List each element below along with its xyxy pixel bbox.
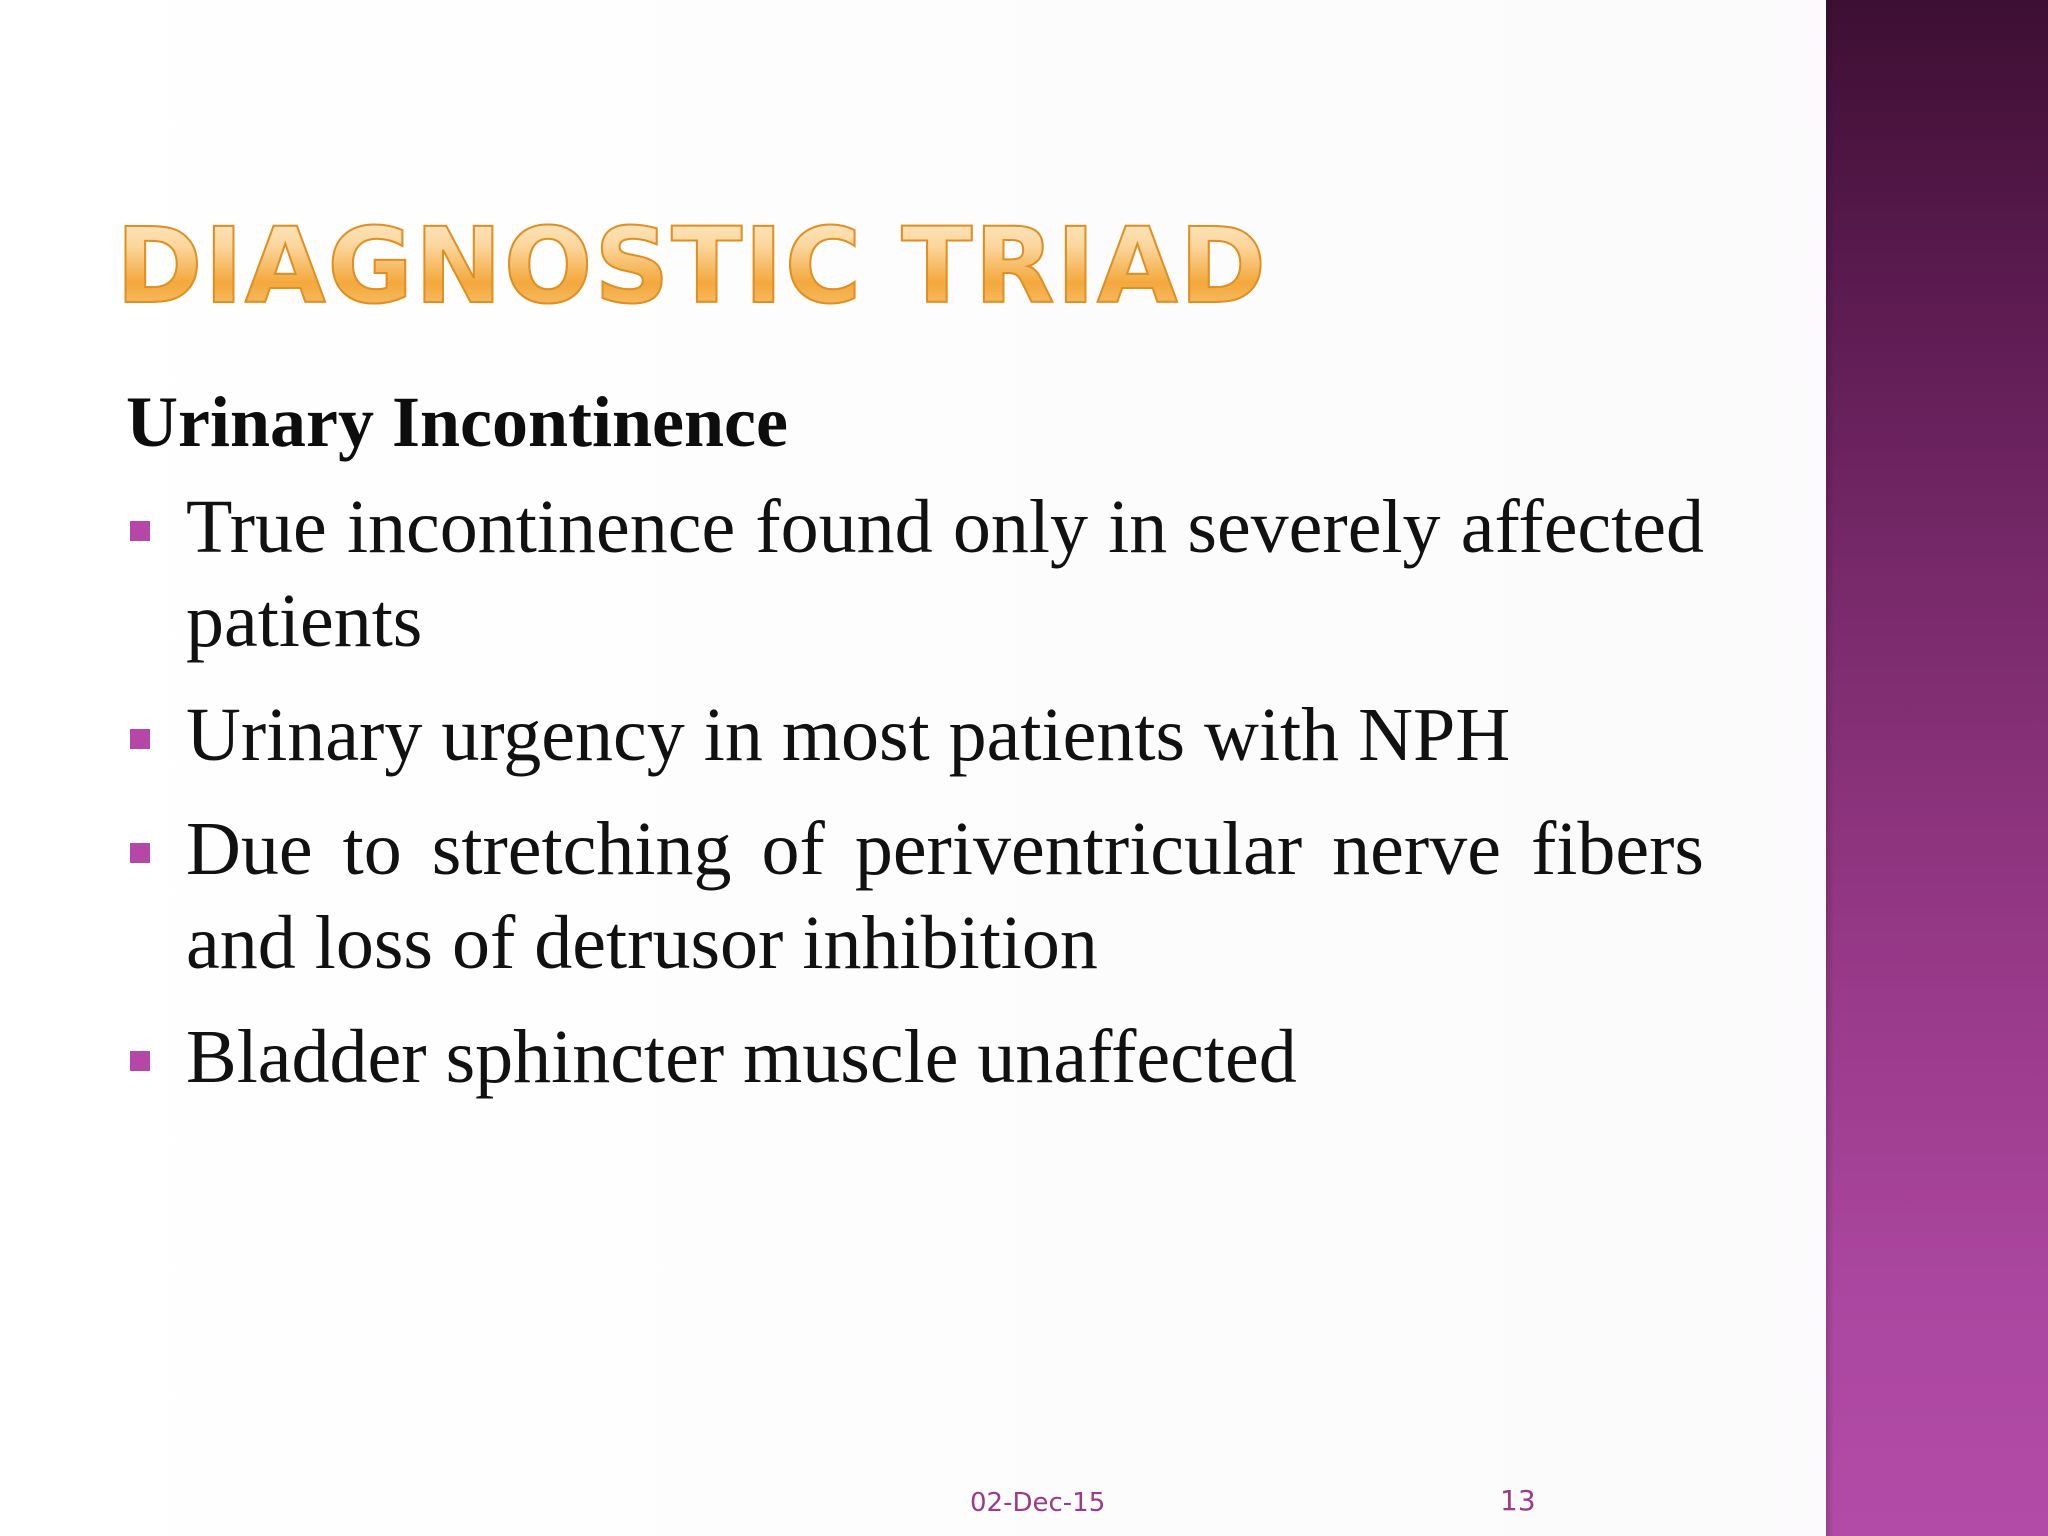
- bullet-item: [126, 802, 1704, 990]
- bullet-item: [126, 688, 1704, 782]
- bullet-text: Urinary urgency in most patients with NPH: [186, 693, 1511, 777]
- page-number: 13: [1500, 1484, 1536, 1517]
- bullet-text: True incontinence found only in severely affected patients: [186, 485, 1704, 663]
- bullet-text: Bladder sphincter muscle unaffected: [186, 1015, 1297, 1099]
- square-bullet-icon: [130, 729, 150, 749]
- footer-date: 02-Dec-15: [970, 1488, 1106, 1518]
- slide-title: DIAGNOSTIC TRIAD: [116, 196, 1268, 336]
- square-bullet-icon: [130, 521, 150, 541]
- bullet-list: [126, 480, 1704, 1104]
- section-subheading: Urinary Incontinence: [126, 382, 788, 462]
- bullet-item: [126, 1010, 1704, 1104]
- decorative-side-band: [1826, 0, 2048, 1536]
- bullet-item: [126, 480, 1704, 668]
- bullet-text: Due to stretching of periventricular nerve fibers and loss of detrusor inhibition: [186, 807, 1704, 985]
- square-bullet-icon: [130, 1051, 150, 1071]
- square-bullet-icon: [130, 843, 150, 863]
- slide-content: [126, 372, 1704, 1124]
